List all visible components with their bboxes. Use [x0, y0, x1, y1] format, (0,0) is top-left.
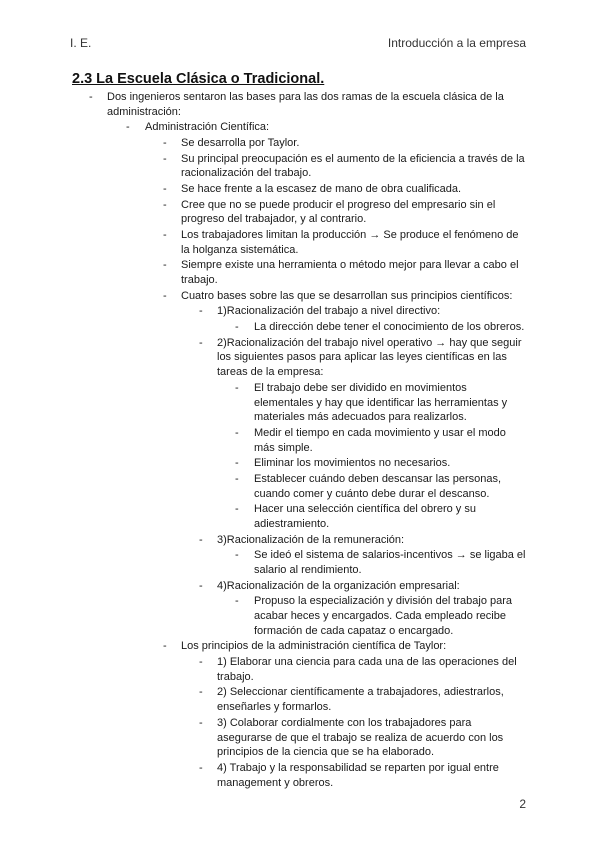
list-item-text: 1)Racionalización del trabajo a nivel directivo: [217, 305, 441, 318]
list-item-text: Dos ingenieros sentaron las bases para las dos ramas de la escuela clásica de la administración: [107, 91, 504, 118]
list-item-text: Su principal preocupación es el aumento de la eficiencia a través de la racionalización del trabajo. [181, 152, 525, 180]
list-item-text: Establecer cuándo deben descansar las personas, cuando comer y cuánto debe durar el descanso. [254, 472, 502, 500]
list-item [163, 639, 526, 654]
bullet-dash: - [199, 305, 203, 318]
bullet-dash: - [199, 716, 203, 729]
list-item-text: 2) Seleccionar científicamente a trabajadores, adiestrarlos, enseñarles y formarlos. [217, 686, 504, 714]
list-item-text: Medir el tiempo en cada movimiento y usar el modo más simple. [254, 426, 506, 454]
list-item [199, 761, 529, 791]
outline-list [0, 90, 600, 791]
list-item-text: Siempre existe una herramienta o método mejor para llevar a cabo el trabajo. [181, 259, 519, 287]
list-item-text: Se ideó el sistema de salarios-incentivos → se ligaba el salario al rendimiento. [254, 549, 526, 577]
list-item [163, 182, 526, 197]
list-item-text: Eliminar los movimientos no necesarios. [254, 457, 451, 470]
bullet-dash: - [126, 121, 130, 134]
list-item-text: El trabajo debe ser dividido en movimientos elementales y hay que identificar las herramientas y materiales más adecuados para realizarlos. [254, 381, 508, 424]
bullet-dash: - [163, 152, 167, 165]
bullet-dash: - [163, 640, 167, 653]
bullet-dash: - [235, 320, 239, 333]
bullet-dash: - [199, 656, 203, 669]
list-item [126, 120, 600, 135]
list-item-text: La dirección debe tener el conocimiento de los obreros. [254, 320, 525, 333]
list-item-text: Cuatro bases sobre las que se desarrollan sus principios científicos: [181, 289, 513, 302]
list-item [199, 685, 529, 715]
bullet-dash: - [163, 259, 167, 272]
list-item [235, 456, 529, 471]
bullet-dash: - [199, 686, 203, 699]
bullet-dash: - [163, 228, 167, 241]
list-item-text: 3)Racionalización de la remuneración: [217, 533, 405, 546]
bullet-dash: - [199, 761, 203, 774]
bullet-dash: - [89, 91, 93, 103]
header-left: I. E. [70, 36, 92, 50]
list-item [163, 198, 526, 228]
bullet-dash: - [163, 136, 167, 149]
bullet-dash: - [235, 549, 239, 562]
list-item [235, 594, 529, 638]
list-item-text: 4)Racionalización de la organización empresarial: [217, 579, 460, 592]
header-right: Introducción a la empresa [387, 36, 526, 50]
bullet-dash: - [163, 198, 167, 211]
list-item-text: 3) Colaborar cordialmente con los trabajadores para asegurarse de que el trabajo se realiza de acuerdo con los principios de la ciencia que se ha elaborado. [217, 716, 504, 759]
bullet-dash: - [235, 381, 239, 394]
bullet-dash: - [235, 426, 239, 439]
bullet-dash: - [235, 503, 239, 516]
bullet-dash: - [235, 595, 239, 608]
list-item [199, 716, 529, 760]
page-number: 2 [519, 797, 526, 811]
list-item-text: 4) Trabajo y la responsabilidad se reparten por igual entre management y obreros. [217, 761, 499, 789]
list-item-text: Se hace frente a la escasez de mano de obra cualificada. [181, 182, 462, 195]
bullet-dash: - [199, 533, 203, 546]
list-item [235, 426, 529, 456]
bullet-dash: - [235, 457, 239, 470]
list-item [199, 336, 529, 380]
list-item [199, 533, 529, 548]
list-item [235, 381, 529, 425]
list-item [163, 152, 526, 182]
list-item [199, 655, 529, 685]
list-item-text: Administración Científica: [145, 121, 270, 134]
list-item [199, 304, 529, 319]
bullet-dash: - [163, 182, 167, 195]
list-item [163, 258, 526, 288]
list-item [235, 548, 529, 578]
section-title: 2.3 La Escuela Clásica o Tradicional. [72, 71, 325, 87]
list-item [89, 90, 527, 120]
list-item-text: Los trabajadores limitan la producción → Se produce el fenómeno de la holganza sistemática. [181, 228, 519, 256]
bullet-dash: - [199, 579, 203, 592]
bullet-dash: - [235, 472, 239, 485]
bullet-dash: - [163, 289, 167, 302]
bullet-dash: - [199, 336, 203, 349]
list-item-text: 1) Elaborar una ciencia para cada una de las operaciones del trabajo. [217, 656, 517, 683]
list-item [163, 136, 526, 151]
list-item [163, 228, 526, 258]
list-item [199, 579, 529, 594]
list-item-text: 2)Racionalización del trabajo nivel operativo → hay que seguir los siguientes pasos para aplicar las leyes científicas en las tareas de la empresa: [217, 336, 522, 379]
list-item [235, 320, 529, 335]
list-item-text: Se desarrolla por Taylor. [181, 136, 300, 149]
list-item-text: Cree que no se puede producir el progreso del empresario sin el progreso del trabajador, y al contrario. [181, 198, 496, 226]
list-item-text: Los principios de la administración científica de Taylor: [181, 640, 447, 653]
list-item [235, 472, 529, 502]
list-item-text: Propuso la especialización y división del trabajo para acabar heces y encargados. Cada empleado recibe formación de cada capataz o encargado. [254, 595, 513, 637]
list-item-text: Hacer una selección científica del obrero y su adiestramiento. [254, 503, 476, 531]
list-item [235, 502, 529, 532]
list-item [163, 289, 526, 304]
